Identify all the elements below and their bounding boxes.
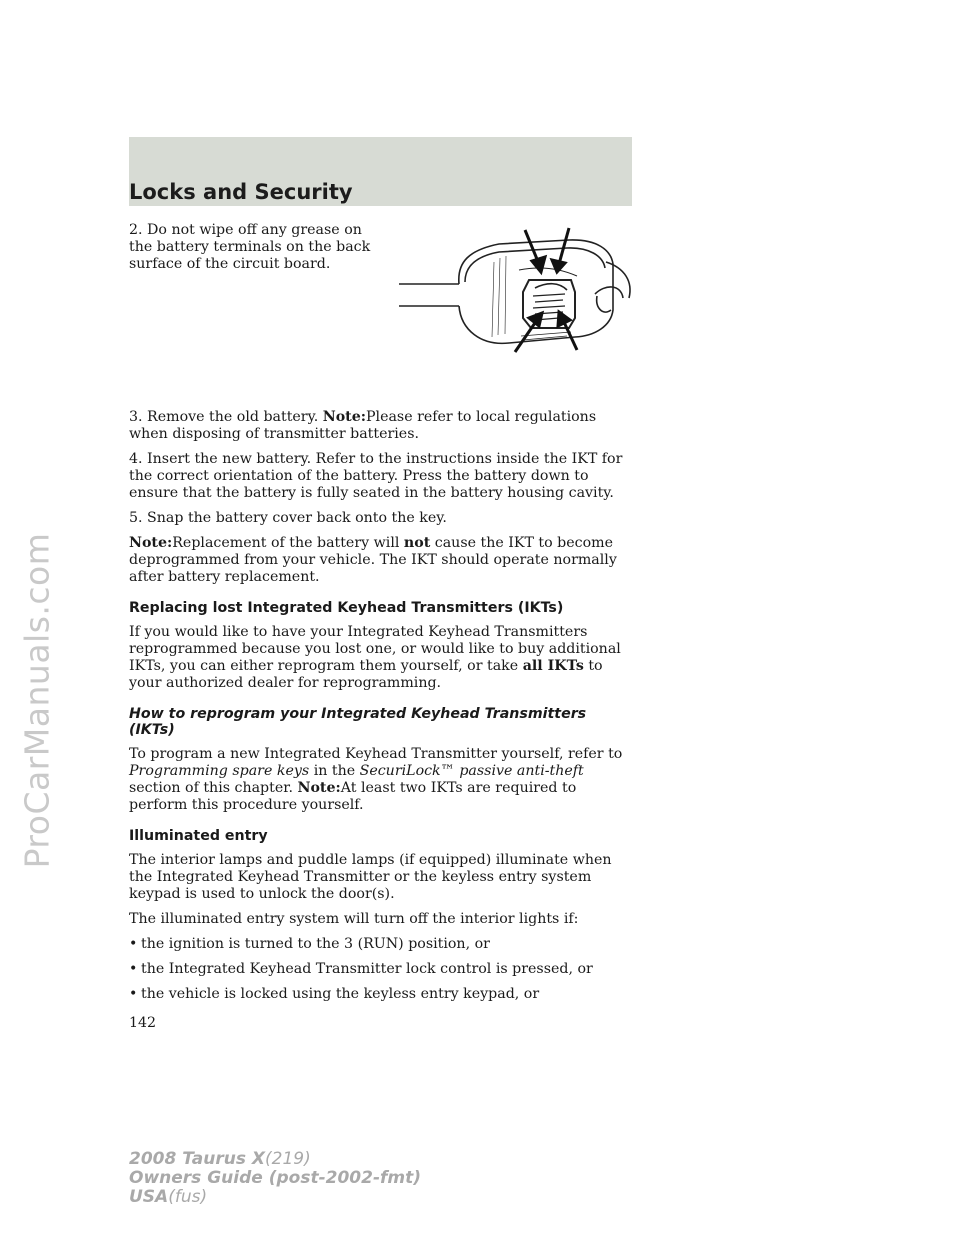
reprogram-text-a: To program a new Integrated Keyhead Transmitter yourself, refer to <box>129 746 623 762</box>
replacing-text-a: If you would like to have your Integrated Keyhead Transmitters reprogrammed because you lost one, or would like to buy additional IKTs, you can either reprogram them yourself, or take <box>129 624 621 674</box>
page-number: 142 <box>129 1015 157 1031</box>
reprogram-note: At least two IKTs are required to perform this procedure yourself. <box>129 780 577 813</box>
bullet-text: the ignition is turned to the 3 (RUN) position, or <box>141 936 490 952</box>
note-label: Note: <box>322 409 366 425</box>
step-3 <box>129 409 632 443</box>
document-footer <box>129 1150 421 1207</box>
reprogram-paragraph <box>129 746 632 814</box>
replacing-paragraph <box>129 624 632 692</box>
section-header <box>129 137 632 206</box>
list-item <box>129 986 632 1003</box>
watermark <box>12 420 62 980</box>
step2-block <box>129 222 632 409</box>
reference-securilock: SecuriLock™ passive anti-theft <box>359 763 584 779</box>
replacing-heading: Replacing lost Integrated Keyhead Transmitters (IKTs) <box>129 600 564 616</box>
footer-region-code: (fus) <box>168 1187 208 1207</box>
note-emphasis: not <box>403 535 431 551</box>
replacing-text-b: to your authorized dealer for reprogramming. <box>129 658 603 691</box>
bullet-text: the Integrated Keyhead Transmitter lock control is pressed, or <box>141 961 593 977</box>
replacing-emphasis: all IKTs <box>522 658 584 674</box>
key-battery-illustration <box>399 222 635 354</box>
note-label: Note: <box>297 780 341 796</box>
step-5: 5. Snap the battery cover back onto the key. <box>129 510 447 526</box>
section-title: Locks and Security <box>129 180 353 204</box>
bullet-icon: • <box>129 936 138 952</box>
reprogram-text-c: section of this chapter. <box>129 780 293 796</box>
illuminated-paragraph-2: The illuminated entry system will turn off the interior lights if: <box>129 911 579 927</box>
note-label: Note: <box>129 535 173 551</box>
footer-model-code: (219) <box>265 1149 311 1169</box>
reference-programming-spare-keys: Programming spare keys <box>129 763 310 779</box>
footer-region: USA <box>129 1187 169 1207</box>
reprogram-text-b: in the <box>313 763 356 779</box>
footer-line-1 <box>129 1150 421 1169</box>
battery-note <box>129 535 632 586</box>
bullet-icon: • <box>129 986 138 1002</box>
note-text-b: cause the IKT to become deprogrammed from your vehicle. The IKT should operate normally after battery replacement. <box>129 535 617 585</box>
footer-guide: Owners Guide (post-2002-fmt) <box>129 1168 422 1188</box>
list-item <box>129 936 632 953</box>
illuminated-paragraph-1: The interior lamps and puddle lamps (if equipped) illuminate when the Integrated Keyhead Transmitter or the keyless entry system keypad is used to unlock the door(s). <box>129 852 612 902</box>
reprogram-heading: How to reprogram your Integrated Keyhead Transmitters (IKTs) <box>129 706 587 738</box>
illuminated-heading: Illuminated entry <box>129 828 268 844</box>
note-text-a: Replacement of the battery will <box>172 535 400 551</box>
watermark-text: ProCarManuals.com <box>17 532 57 868</box>
page-content <box>129 222 632 1031</box>
footer-model: 2008 Taurus X <box>129 1149 266 1169</box>
bullet-text: the vehicle is locked using the keyless entry keypad, or <box>141 986 540 1002</box>
step-2: 2. Do not wipe off any grease on the battery terminals on the back surface of the circuit board. <box>129 222 371 272</box>
step-3-text: 3. Remove the old battery. <box>129 409 319 425</box>
step-4: 4. Insert the new battery. Refer to the instructions inside the IKT for the correct orientation of the battery. Press the battery down to ensure that the battery is fully seated in the battery housing cavity. <box>129 451 623 501</box>
list-item <box>129 961 632 978</box>
step-3-note: Please refer to local regulations when disposing of transmitter batteries. <box>129 409 597 442</box>
footer-line-3 <box>129 1188 421 1207</box>
bullet-icon: • <box>129 961 138 977</box>
